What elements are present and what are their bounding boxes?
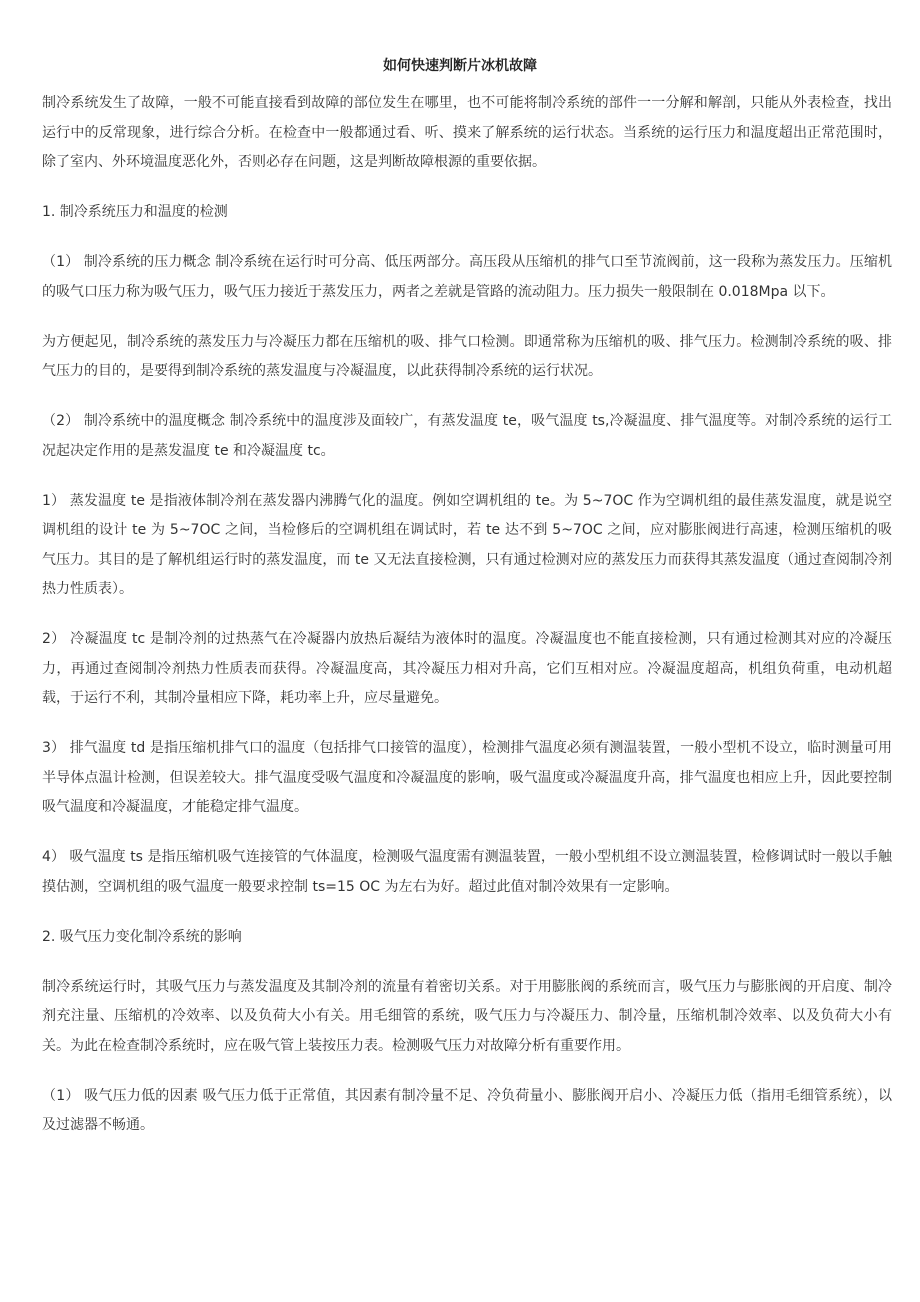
paragraph-temperature-concept: （2） 制冷系统中的温度概念 制冷系统中的温度涉及面较广，有蒸发温度 te，吸气温度 ts,冷凝温度、排气温度等。对制冷系统的运行工况起决定作用的是蒸发温度 te 和冷凝温度 tc。 [42, 413, 892, 459]
section-heading-1: 1. 制冷系统压力和温度的检测 [42, 204, 228, 220]
paragraph-condensing-temperature: 2） 冷凝温度 tc 是制冷剂的过热蒸气在冷凝器内放热后凝结为液体时的温度。冷凝温度也不能直接检测，只有通过检测其对应的冷凝压力，再通过查阅制冷剂热力性质表而获得。冷凝温度高，其冷凝压力相对升高，它们互相对应。冷凝温度超高，机组负荷重，电动机超载，于运行不利，其制冷量相应下降，耗功率上升，应尽量避免。 [42, 631, 892, 706]
paragraph-intro: 制冷系统发生了故障，一般不可能直接看到故障的部位发生在哪里，也不可能将制冷系统的部件一一分解和解剖，只能从外表检查，找出运行中的反常现象，进行综合分析。在检查中一般都通过看、听、摸来了解系统的运行状态。当系统的运行压力和温度超出正常范围时，除了室内、外环境温度恶化外，否则必存在问题，这是判断故障根源的重要依据。 [42, 95, 892, 170]
section-heading-2: 2. 吸气压力变化制冷系统的影响 [42, 928, 242, 945]
paragraph-discharge-temperature: 3） 排气温度 td 是指压缩机排气口的温度（包括排气口接管的温度），检测排气温度必须有测温装置，一般小型机不设立，临时测量可用半导体点温计检测，但误差较大。排气温度受吸气温度和冷凝温度的影响，吸气温度或冷凝温度升高，排气温度也相应上升，因此要控制吸气温度和冷凝温度，才能稳定排气温度。 [42, 740, 892, 815]
paragraph-evaporation-temperature: 1） 蒸发温度 te 是指液体制冷剂在蒸发器内沸腾气化的温度。例如空调机组的 te。为 5~7OC 作为空调机组的最佳蒸发温度，就是说空调机组的设计 te 为 5~7OC 之间，当检修后的空调机组在调试时，若 te 达不到 5~7OC 之间，应对膨胀阀进行高速，检测压缩机的吸气压力。其目的是了解机组运行时的蒸发温度，而 te 又无法直接检测，只有通过检测对应的蒸发压力而获得其蒸发温度（通过查阅制冷剂热力性质表）。 [42, 492, 892, 597]
paragraph-pressure-detection: 为方便起见，制冷系统的蒸发压力与冷凝压力都在压缩机的吸、排气口检测。即通常称为压缩机的吸、排气压力。检测制冷系统的吸、排气压力的目的，是要得到制冷系统的蒸发温度与冷凝温度，以此获得制冷系统的运行状况。 [42, 333, 892, 379]
paragraph-suction-pressure: 制冷系统运行时，其吸气压力与蒸发温度及其制冷剂的流量有着密切关系。对于用膨胀阀的系统而言，吸气压力与膨胀阀的开启度、制冷剂充注量、压缩机的冷效率、以及负荷大小有关。用毛细管的系统，吸气压力与冷凝压力、制冷量，压缩机制冷效率、以及负荷大小有关。为此在检查制冷系统时，应在吸气管上装按压力表。检测吸气压力对故障分析有重要作用。 [42, 978, 892, 1054]
paragraph-pressure-concept: （1） 制冷系统的压力概念 制冷系统在运行时可分高、低压两部分。高压段从压缩机的排气口至节流阀前，这一段称为蒸发压力。压缩机的吸气口压力称为吸气压力，吸气压力接近于蒸发压力，两者之差就是管路的流动阻力。压力损失一般限制在 0.018Mpa 以下。 [42, 254, 892, 300]
document-title: 如何快速判断片冰机故障 [383, 58, 537, 74]
paragraph-suction-temperature: 4） 吸气温度 ts 是指压缩机吸气连接管的气体温度，检测吸气温度需有测温装置，一般小型机组不设立测温装置，检修调试时一般以手触摸估测，空调机组的吸气温度一般要求控制 ts=15 OC 为左右为好。超过此值对制冷效果有一定影响。 [42, 849, 892, 895]
paragraph-low-suction-pressure: （1） 吸气压力低的因素 吸气压力低于正常值，其因素有制冷量不足、冷负荷量小、膨胀阀开启小、冷凝压力低（指用毛细管系统），以及过滤器不畅通。 [42, 1087, 892, 1133]
document-body [42, 89, 892, 1161]
